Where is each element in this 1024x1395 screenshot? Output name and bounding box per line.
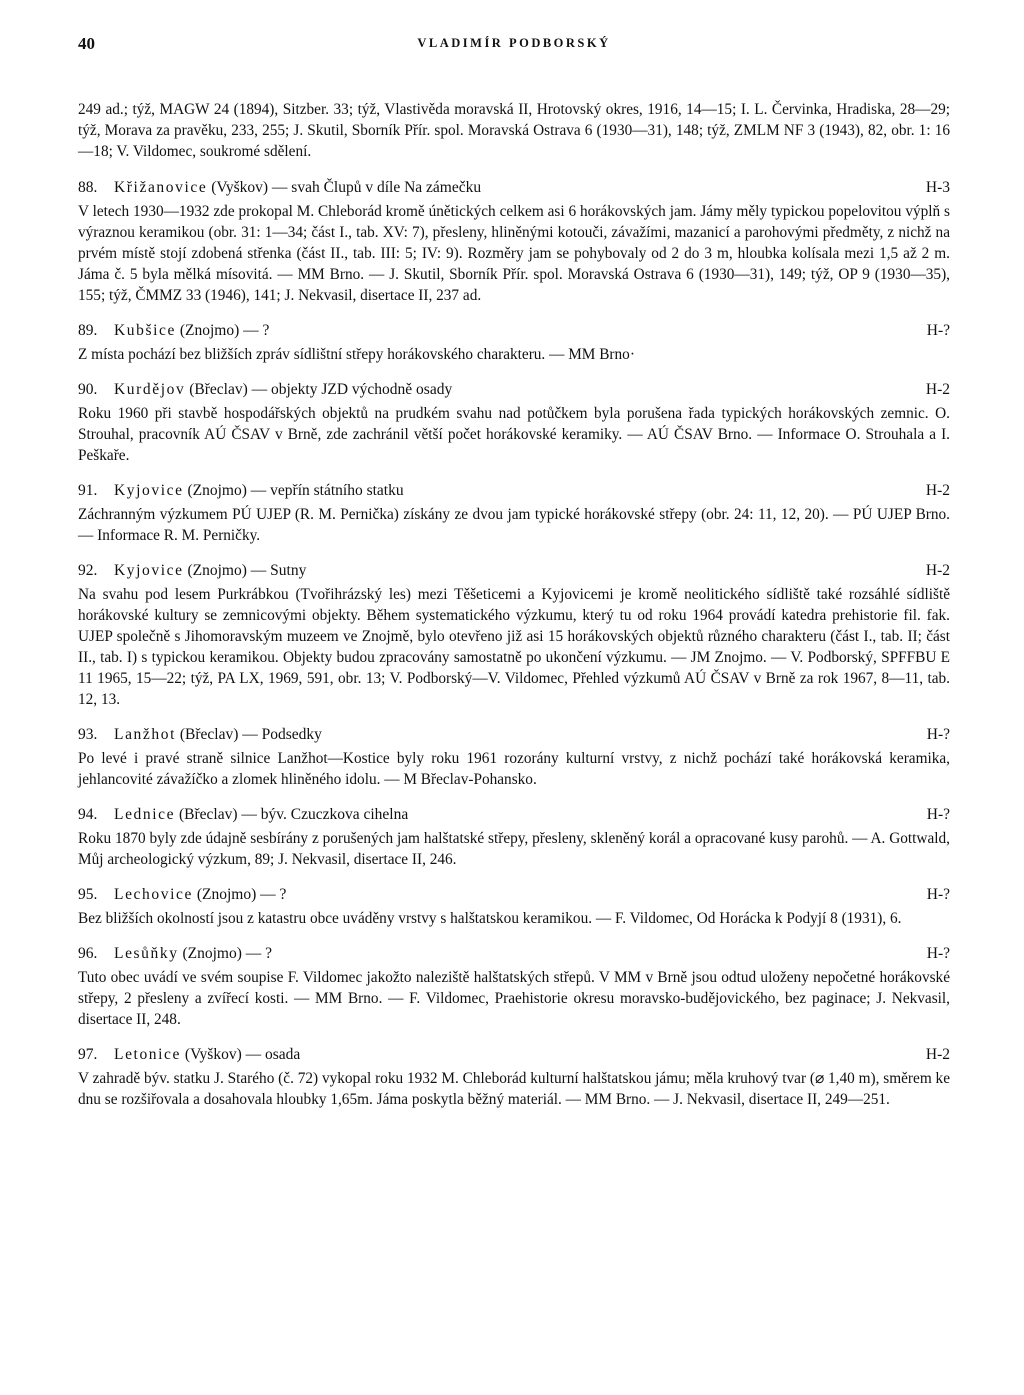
entry-detail: (Břeclav) — Podsedky: [179, 726, 322, 744]
entry-place: Kubšice: [114, 322, 176, 340]
site-entry: [78, 560, 950, 710]
entry-text: Z místa pochází bez bližších zpráv sídlištní střepy horákovského charakteru. — MM Brno·: [78, 346, 635, 364]
entry-heading: [78, 177, 950, 199]
entry-detail: (Znojmo) — ?: [179, 322, 270, 340]
document-page: [78, 28, 950, 1110]
site-entry: [78, 320, 950, 365]
entry-number: 89.: [78, 322, 98, 340]
entry-number: 94.: [78, 806, 98, 824]
site-entries: [78, 177, 950, 1110]
entry-place: Lanžhot: [114, 726, 176, 744]
entry-place: Křižanovice: [114, 179, 208, 197]
site-entry: [78, 943, 950, 1030]
entry-number: 97.: [78, 1046, 98, 1064]
entry-text: Záchranným výzkumem PÚ UJEP (R. M. Pernička) získány ze dvou jam typické horákovské střepy (obr. 24: 11, 12, 20). — PÚ UJEP Brno. — Informace R. M. Perničky.: [78, 506, 950, 545]
entry-text: Na svahu pod lesem Purkrábkou (Tvořihrázský les) mezi Těšeticemi a Kyjovicemi je kromě neolitického sídliště také rozsáhlé sídliště horákovské kultury se zemnicovými objekty. Během systematického výzkumu, který tu od roku 1964 provádí katedra prehistorie fil. fak. UJEP společně s Jihomoravským muzeem ve Znojmě, bylo otevřeno již asi 15 horákovských objektů různého charakteru (část I., tab. II; část II., tab. I) s typickou keramikou. Objekty budou zpracovány samostatně po ukončení výzkumu. — JM Znojmo. — V. Podborský, SPFFBU E 11 1965, 15—22; týž, PA LX, 1969, 591, obr. 13; V. Podborský—V. Vildomec, Přehled výzkumů AÚ ČSAV v Brně za rok 1967, 8—11, tab. 12, 13.: [78, 586, 950, 709]
entry-text: V letech 1930—1932 zde prokopal M. Chleborád kromě únětických celkem asi 6 horákovských jam. Jámy měly typickou popelovitou výplň s výraznou keramikou (obr. 31: 1—34; část I., tab. XV: 7), přesleny, hliněnými kotouči, závažími, mazanicí a parohovými předměty, z nichž na prvém místě stojí zdobená střenka (část II., tab. III: 5; IV: 9). Rozměry jam se pohybovaly od 2 do 3 m, hloubka kolísala mezi 1,5 až 2 m. Jáma č. 5 byla mělká mísovitá. — MM Brno. — J. Skutil, Sborník Přír. spol. Moravská Ostrava 6 (1930—31), 149; týž, OP 9 (1930—35), 155; týž, ČMMZ 33 (1946), 141; J. Nekvasil, disertace II, 237 ad.: [78, 203, 950, 305]
entry-detail: (Znojmo) — Sutny: [187, 562, 307, 580]
entry-detail: (Znojmo) — ?: [196, 886, 287, 904]
entry-type-code: H-3: [925, 179, 950, 197]
entry-heading: [78, 804, 950, 826]
entry-number: 95.: [78, 886, 98, 904]
entry-heading: [78, 1044, 950, 1066]
entry-number: 92.: [78, 562, 98, 580]
entry-heading: [78, 884, 950, 906]
entry-type-code: H-?: [926, 322, 950, 340]
entry-text: V zahradě býv. statku J. Starého (č. 72) vykopal roku 1932 M. Chleborád kulturní halštatskou jámu; měla kruhový tvar (⌀ 1,40 m), směrem ke dnu se rozšiřovala a dosahovala hloubky 1,65m. Jáma poskytla běžný materiál. — MM Brno. — J. Nekvasil, disertace II, 249—251.: [78, 1070, 950, 1109]
entry-place: Kyjovice: [114, 562, 184, 580]
site-entry: [78, 724, 950, 790]
entry-text: Bez bližších okolností jsou z katastru obce uváděny vrstvy s halštatskou keramikou. — F. Vildomec, Od Horácka k Podyjí 8 (1931), 6.: [78, 910, 902, 928]
running-head: VLADIMÍR PODBORSKÝ: [417, 36, 611, 50]
entry-detail: (Břeclav) — objekty JZD východně osady: [189, 381, 453, 399]
entry-text: Po levé i pravé straně silnice Lanžhot—Kostice byly roku 1961 rozorány kulturní vrstvy, z nichž pochází také horákovská keramika, jehlancovité závažíčko a zlomek hliněného idolu. — M Břeclav-Pohansko.: [78, 750, 950, 789]
entry-text: Roku 1960 při stavbě hospodářských objektů na prudkém svahu nad potůčkem byla porušena řada typických horákovských zemnic. O. Strouhal, pracovník AÚ ČSAV v Brně, zde zachránil větší počet horákovské keramiky. — AÚ ČSAV Brno. — Informace O. Strouhala a I. Peškaře.: [78, 405, 950, 465]
entry-place: Letonice: [114, 1046, 182, 1064]
entry-detail: (Vyškov) — osada: [184, 1046, 301, 1064]
entry-number: 88.: [78, 179, 98, 197]
entry-place: Kurdějov: [114, 381, 186, 399]
entry-number: 96.: [78, 945, 98, 963]
entry-heading: [78, 943, 950, 965]
entry-detail: (Znojmo) — vepřín státního statku: [187, 482, 404, 500]
entry-detail: (Břeclav) — býv. Czuczkova cihelna: [179, 806, 409, 824]
entry-type-code: H-?: [926, 806, 950, 824]
page-number: 40: [78, 34, 95, 53]
entry-text: Tuto obec uvádí ve svém soupise F. Vildomec jakožto naleziště halštatských střepů. V MM v Brně jsou odtud uloženy nepočetné horákovské střepy, 2 přesleny a zvířecí kosti. — MM Brno. — F. Vildomec, Praehistorie okresu moravsko-budějovického, bez paginace; J. Nekvasil, disertace II, 248.: [78, 969, 950, 1029]
site-entry: [78, 480, 950, 546]
site-entry: [78, 804, 950, 870]
entry-type-code: H-?: [926, 945, 950, 963]
entry-type-code: H-2: [925, 562, 950, 580]
entry-heading: [78, 560, 950, 582]
entry-heading: [78, 320, 950, 342]
continued-paragraph: 249 ad.; týž, MAGW 24 (1894), Sitzber. 33; týž, Vlastivěda moravská II, Hrotovský okres, 1916, 14—15; I. L. Červinka, Hradiska, 28—29; týž, Morava za pravěku, 233, 255; J. Skutil, Sborník Přír. spol. Moravská Ostrava 6 (1930—31), 148; týž, ZMLM NF 3 (1943), 82, obr. 1: 16—18; V. Vildomec, soukromé sdělení.: [78, 101, 950, 160]
entry-type-code: H-2: [925, 381, 950, 399]
site-entry: [78, 177, 950, 306]
entry-type-code: H-2: [925, 482, 950, 500]
entry-heading: [78, 379, 950, 401]
entry-place: Lednice: [114, 806, 176, 824]
entry-heading: [78, 480, 950, 502]
page-header: [78, 28, 950, 56]
entry-detail: (Vyškov) — svah Člupů v díle Na zámečku: [211, 179, 482, 197]
entry-detail: (Znojmo) — ?: [182, 945, 273, 963]
entry-number: 93.: [78, 726, 98, 744]
site-entry: [78, 379, 950, 466]
entry-place: Kyjovice: [114, 482, 184, 500]
entry-place: Lesůňky: [114, 945, 179, 963]
entry-number: 90.: [78, 381, 98, 399]
entry-text: Roku 1870 byly zde údajně sesbírány z porušených jam halštatské střepy, přesleny, skleněný korál a opracované kusy parohů. — A. Gottwald, Můj archeologický výzkum, 89; J. Nekvasil, disertace II, 246.: [78, 830, 950, 869]
entry-number: 91.: [78, 482, 98, 500]
entry-type-code: H-?: [926, 886, 950, 904]
site-entry: [78, 884, 950, 929]
entry-type-code: H-2: [925, 1046, 950, 1064]
entry-place: Lechovice: [114, 886, 193, 904]
site-entry: [78, 1044, 950, 1110]
entry-heading: [78, 724, 950, 746]
entry-type-code: H-?: [926, 726, 950, 744]
